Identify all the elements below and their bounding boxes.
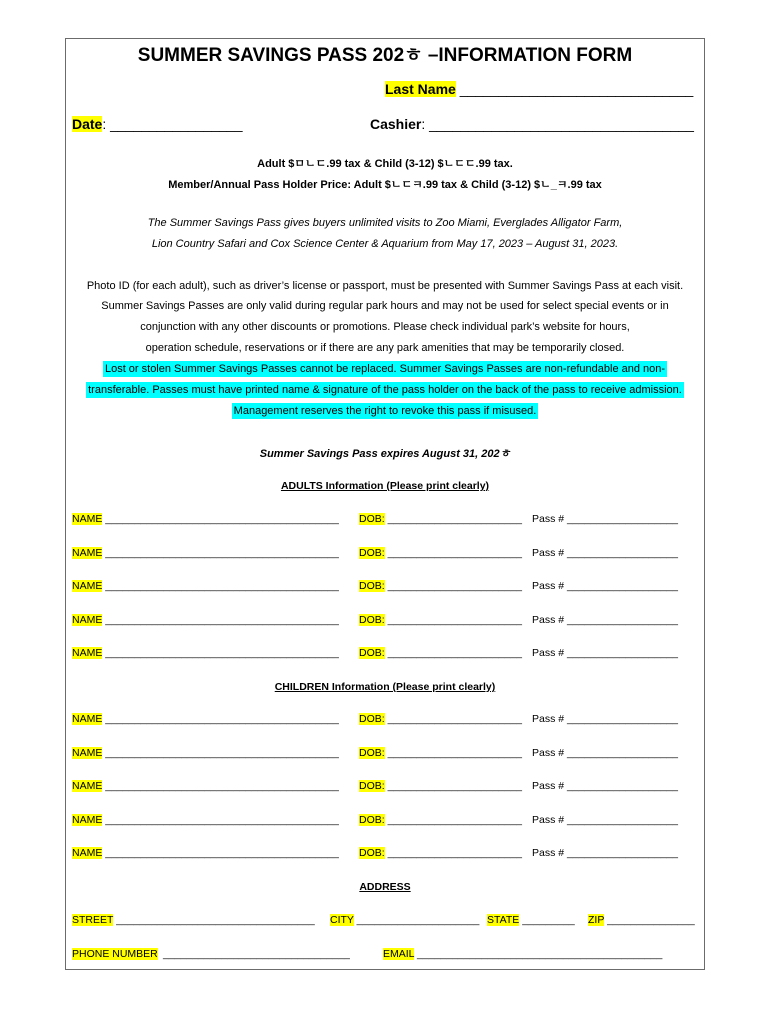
- adults-heading: ADULTS Information (Please print clearly): [280, 480, 490, 492]
- name-blank[interactable]: ________________________________________: [105, 580, 339, 592]
- child-dob-field[interactable]: [359, 747, 522, 759]
- adult-pass-field[interactable]: [532, 647, 678, 659]
- pass-blank[interactable]: ___________________: [567, 746, 678, 759]
- child-dob-field[interactable]: [359, 814, 522, 826]
- zip-field[interactable]: [588, 914, 695, 926]
- dob-label: DOB:: [359, 780, 385, 792]
- cashier-blank[interactable]: __________________________________: [429, 116, 694, 132]
- pass-label: Pass #: [532, 713, 565, 725]
- pass-blank[interactable]: ___________________: [567, 613, 678, 626]
- adult-pass-field[interactable]: [532, 614, 678, 626]
- notice-line-3: Management reserves the right to revoke this pass if misused.: [233, 405, 537, 417]
- dob-blank[interactable]: _______________________: [387, 613, 522, 626]
- dob-label: DOB:: [359, 713, 385, 725]
- date-label: Date: [72, 116, 103, 132]
- name-blank[interactable]: ________________________________________: [105, 613, 339, 626]
- state-field[interactable]: [487, 914, 575, 926]
- rule-line-4: operation schedule, reservations or if there are any park amenities that may be temporarily closed.: [145, 342, 625, 354]
- name-blank[interactable]: ________________________________________: [105, 813, 339, 826]
- name-label: NAME: [72, 647, 103, 659]
- adult-name-field[interactable]: [72, 580, 339, 592]
- dob-blank[interactable]: _______________________: [387, 513, 522, 525]
- pass-label: Pass #: [532, 847, 565, 859]
- adult-pass-field[interactable]: [532, 547, 678, 559]
- dob-label: DOB:: [359, 813, 385, 826]
- price-line-1: Adult $ㅁㄴㄷ.99 tax & Child (3-12) $ㄴㄷㄷ.99 tax.: [257, 158, 513, 170]
- name-blank[interactable]: ________________________________________: [105, 780, 339, 792]
- street-field[interactable]: [72, 914, 315, 926]
- adult-dob-field[interactable]: [359, 647, 522, 659]
- dob-blank[interactable]: _______________________: [387, 713, 522, 725]
- child-name-field[interactable]: [72, 713, 339, 725]
- adult-dob-field[interactable]: [359, 580, 522, 592]
- pass-blank[interactable]: ___________________: [567, 813, 678, 826]
- price-line-2: Member/Annual Pass Holder Price: Adult $ㄴㄷㅋ.99 tax & Child (3-12) $ㄴ_ㅋ.99 tax: [168, 179, 602, 191]
- dob-label: DOB:: [359, 746, 385, 759]
- rule-line-1: Photo ID (for each adult), such as driver’s license or passport, must be presented with Summer Savings Pass at each visit.: [86, 280, 684, 292]
- child-dob-field[interactable]: [359, 847, 522, 859]
- name-label: NAME: [72, 780, 103, 792]
- state-blank[interactable]: _________: [522, 914, 575, 926]
- child-dob-field[interactable]: [359, 780, 522, 792]
- adult-name-field[interactable]: [72, 647, 339, 659]
- city-blank[interactable]: _____________________: [356, 914, 480, 926]
- phone-field[interactable]: [72, 948, 158, 960]
- dob-label: DOB:: [359, 546, 385, 559]
- address-heading: ADDRESS: [359, 881, 411, 893]
- dob-label: DOB:: [359, 847, 385, 859]
- dob-label: DOB:: [359, 613, 385, 626]
- name-label: NAME: [72, 613, 103, 626]
- dob-blank[interactable]: _______________________: [387, 546, 522, 559]
- intro-line-2: Lion Country Safari and Cox Science Center & Aquarium from May 17, 2023 – August 31, 2023.: [151, 238, 619, 250]
- name-label: NAME: [72, 813, 103, 826]
- name-label: NAME: [72, 847, 103, 859]
- child-pass-field[interactable]: [532, 847, 678, 859]
- name-blank[interactable]: ________________________________________: [105, 647, 339, 659]
- dob-blank[interactable]: _______________________: [387, 780, 522, 792]
- cashier-colon: :: [421, 116, 426, 132]
- pass-blank[interactable]: ___________________: [567, 580, 678, 592]
- child-name-field[interactable]: [72, 780, 339, 792]
- phone-label: PHONE NUMBER: [72, 948, 158, 960]
- pass-label: Pass #: [532, 513, 565, 525]
- last-name-field[interactable]: [385, 81, 693, 97]
- child-name-field[interactable]: [72, 747, 339, 759]
- pass-label: Pass #: [532, 613, 565, 626]
- child-pass-field[interactable]: [532, 780, 678, 792]
- cashier-field[interactable]: [370, 116, 694, 132]
- name-blank[interactable]: ________________________________________: [105, 847, 339, 859]
- dob-blank[interactable]: _______________________: [387, 813, 522, 826]
- child-pass-field[interactable]: [532, 814, 678, 826]
- city-label: CITY: [330, 914, 354, 926]
- name-label: NAME: [72, 546, 103, 559]
- pass-label: Pass #: [532, 647, 565, 659]
- adult-name-field[interactable]: [72, 547, 339, 559]
- dob-blank[interactable]: _______________________: [387, 580, 522, 592]
- child-name-field[interactable]: [72, 814, 339, 826]
- child-dob-field[interactable]: [359, 713, 522, 725]
- name-label: NAME: [72, 746, 103, 759]
- date-blank[interactable]: _________________: [110, 116, 243, 132]
- dob-blank[interactable]: _______________________: [387, 746, 522, 759]
- street-blank[interactable]: __________________________________: [116, 914, 315, 926]
- expiry-notice: Summer Savings Pass expires August 31, 202ㅎ: [259, 448, 511, 460]
- children-heading: CHILDREN Information (Please print clearly): [274, 681, 496, 693]
- last-name-blank[interactable]: ______________________________: [459, 81, 694, 97]
- dob-label: DOB:: [359, 580, 385, 592]
- pass-blank[interactable]: ___________________: [567, 647, 678, 659]
- street-label: STREET: [72, 914, 114, 926]
- adult-dob-field[interactable]: [359, 614, 522, 626]
- dob-label: DOB:: [359, 513, 385, 525]
- name-blank[interactable]: ________________________________________: [105, 746, 339, 759]
- date-field[interactable]: [72, 116, 243, 132]
- phone-blank[interactable]: ________________________________: [163, 948, 350, 960]
- pass-blank[interactable]: ___________________: [567, 847, 678, 859]
- name-blank[interactable]: ________________________________________: [105, 513, 339, 525]
- dob-blank[interactable]: _______________________: [387, 647, 522, 659]
- pass-label: Pass #: [532, 580, 565, 592]
- date-colon: :: [102, 116, 107, 132]
- pass-blank[interactable]: ___________________: [567, 546, 678, 559]
- city-field[interactable]: [330, 914, 479, 926]
- pass-blank[interactable]: ___________________: [567, 780, 678, 792]
- name-blank[interactable]: ________________________________________: [105, 713, 339, 725]
- cashier-label: Cashier: [370, 116, 422, 132]
- name-label: NAME: [72, 513, 103, 525]
- notice-line-1: Lost or stolen Summer Savings Passes cannot be replaced. Summer Savings Passes are non-refundable and non-: [104, 363, 666, 375]
- pass-label: Pass #: [532, 746, 565, 759]
- notice-line-2: transferable. Passes must have printed name & signature of the pass holder on the back of the pass to receive admission.: [88, 384, 682, 396]
- pass-blank[interactable]: ___________________: [567, 713, 678, 725]
- pass-label: Pass #: [532, 546, 565, 559]
- pass-blank[interactable]: ___________________: [567, 513, 678, 525]
- adult-dob-field[interactable]: [359, 513, 522, 525]
- child-pass-field[interactable]: [532, 747, 678, 759]
- pass-label: Pass #: [532, 813, 565, 826]
- adult-pass-field[interactable]: [532, 580, 678, 592]
- adult-dob-field[interactable]: [359, 547, 522, 559]
- dob-label: DOB:: [359, 647, 385, 659]
- rule-line-2: Summer Savings Passes are only valid during regular park hours and may not be used for select special events or in: [101, 300, 669, 312]
- last-name-label: Last Name: [385, 81, 456, 97]
- zip-label: ZIP: [588, 914, 605, 926]
- email-label: EMAIL: [383, 948, 415, 960]
- email-blank[interactable]: __________________________________________: [417, 948, 663, 960]
- pass-label: Pass #: [532, 780, 565, 792]
- state-label: STATE: [487, 914, 520, 926]
- zip-blank[interactable]: _______________: [607, 914, 695, 926]
- rule-line-3: conjunction with any other discounts or promotions. Please check individual park’s website for hours,: [140, 321, 630, 333]
- name-label: NAME: [72, 713, 103, 725]
- form-title: SUMMER SAVINGS PASS 202ㅎ –INFORMATION FORM: [137, 45, 633, 66]
- intro-line-1: The Summer Savings Pass gives buyers unlimited visits to Zoo Miami, Everglades Alligator Farm,: [147, 217, 623, 229]
- adult-name-field[interactable]: [72, 513, 339, 525]
- name-blank[interactable]: ________________________________________: [105, 546, 339, 559]
- dob-blank[interactable]: _______________________: [387, 847, 522, 859]
- email-field[interactable]: [383, 948, 662, 960]
- child-name-field[interactable]: [72, 847, 339, 859]
- name-label: NAME: [72, 580, 103, 592]
- adult-pass-field[interactable]: [532, 513, 678, 525]
- adult-name-field[interactable]: [72, 614, 339, 626]
- child-pass-field[interactable]: [532, 713, 678, 725]
